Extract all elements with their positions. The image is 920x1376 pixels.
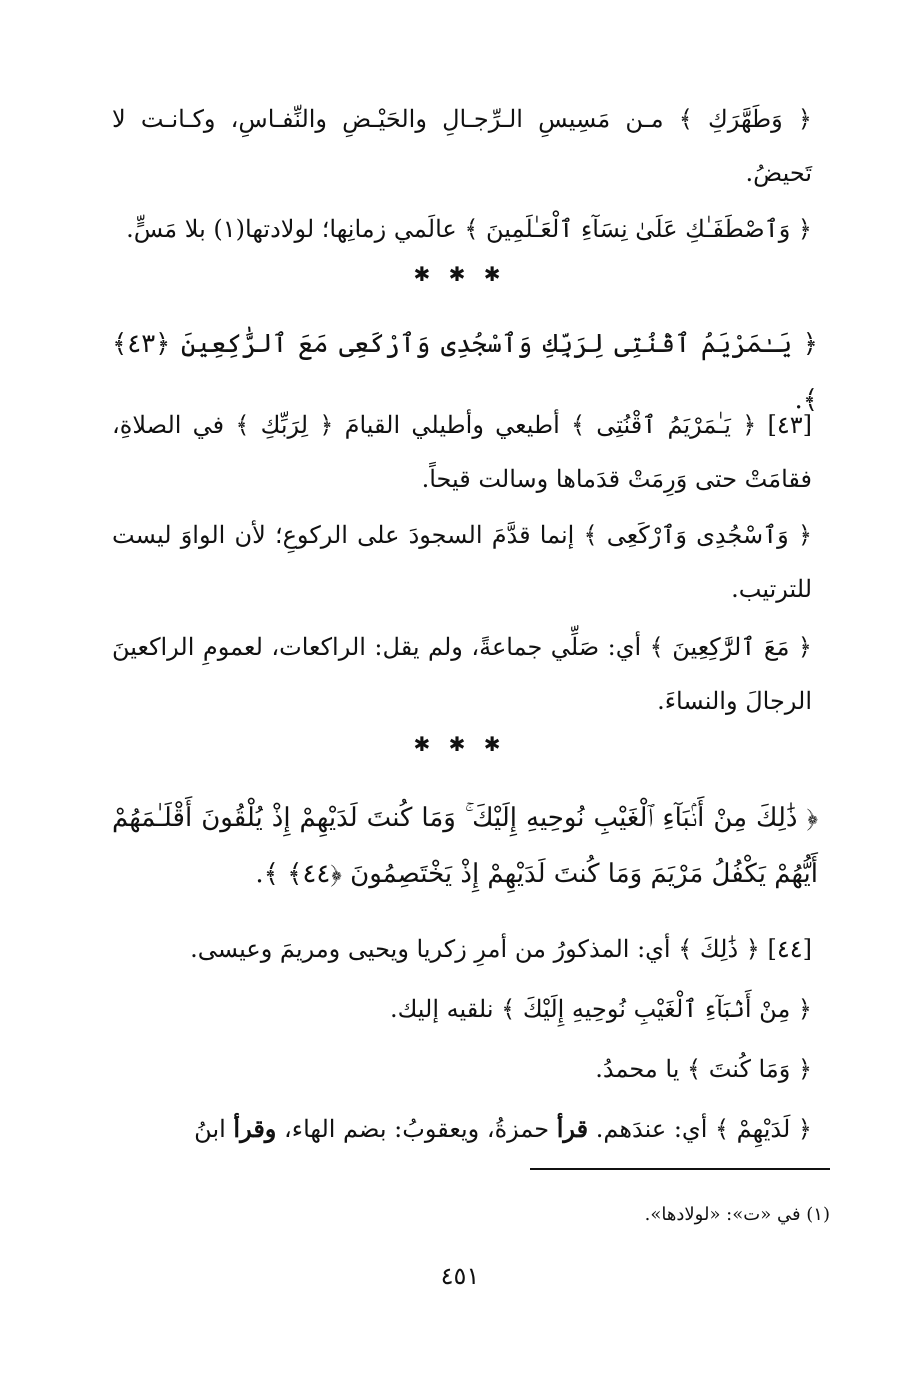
paragraph-verse-43-commentary: [٤٣] ﴿ يَـٰمَرْيَمُ ٱقْنُتِى ﴾ أطيعي وأطيلي القيامَ ﴿ لِرَبِّكِ ﴾ في الصلاةِ، فقامَتْ حتى وَرِمَتْ قدَماها وسالت قيحاً.: [112, 411, 812, 493]
footnote-1: (١) في «ت»: «لولادها».: [644, 1204, 830, 1225]
readings-bold-1: قرأ: [556, 1114, 589, 1143]
paragraph-purification: ﴿ وَطَهَّرَكِ ﴾ مـن مَسِيسِ الـرِّجـالِ والحَيْـضِ والنِّفـاسِ، وكـانـت لا تَحيضُ.: [112, 105, 812, 187]
readings-bold-2: وقرأ: [233, 1114, 277, 1143]
footnote-divider: [530, 1168, 830, 1170]
paragraph-news-of-unseen: ﴿ مِنْ أَنۢبَآءِ ٱلْغَيْبِ نُوحِيهِ إِلَيْكَ ﴾ نلقيه إليك.: [389, 995, 812, 1023]
paragraph-chosen: ﴿ وَٱصْطَفَـٰكِ عَلَىٰ نِسَآءِ ٱلْعَـٰلَمِينَ ﴾ عالَمي زمانِها؛ لولادتها(١) بلا مَسٍّ.: [126, 215, 812, 243]
readings-text-2: حمزةُ، ويعقوبُ: بضم الهاء،: [276, 1115, 557, 1143]
paragraph-prostrate-bow: ﴿ وَٱسْجُدِى وَٱرْكَعِى ﴾ إنما قدَّمَ السجودَ على الركوعِ؛ لأن الواوَ ليست للترتيب.: [112, 521, 813, 603]
quran-verse-43: ﴿ يَـٰمَرْيَمُ ٱقْنُتِى لِرَبِّكِ وَٱسْجُدِى وَٱرْكَعِى مَعَ ٱلرَّٰكِعِينَ ﴿٤٣﴾ ﴾.: [112, 329, 818, 415]
paragraph-verse-44-commentary: [٤٤] ﴿ ذَٰلِكَ ﴾ أي: المذكورُ من أمرِ زكريا ويحيى ومريمَ وعيسى.: [190, 935, 812, 963]
page-number: ٤٥١: [440, 1262, 480, 1290]
section-separator-1: ✱ ✱ ✱: [413, 262, 507, 286]
section-separator-2: ✱ ✱ ✱: [413, 732, 507, 756]
quran-verse-44: ﴿ ذَٰلِكَ مِنْ أَنۢبَآءِ ٱلْغَيْبِ نُوحِيهِ إِلَيْكَ ۚ وَمَا كُنتَ لَدَيْهِمْ إِذْ يُلْقُونَ أَقْلَـٰمَهُمْ أَيُّهُمْ يَكْفُلُ مَرْيَمَ وَمَا كُنتَ لَدَيْهِمْ إِذْ يَخْتَصِمُونَ ﴿٤٤﴾ ﴾.: [112, 803, 818, 889]
readings-text-3: ابنُ: [194, 1115, 234, 1143]
paragraph-with-those-who-bow: ﴿ مَعَ ٱلرَّٰكِعِينَ ﴾ أي: صَلِّي جماعةً، ولم يقل: الراكعات، لعمومِ الراكعينَ الرجالَ والنساءَ.: [112, 633, 812, 715]
readings-text-1: ﴿ لَدَيْهِمْ ﴾ أي: عندَهم.: [588, 1115, 812, 1143]
paragraph-readings: [112, 1102, 812, 1156]
paragraph-you-were-not: ﴿ وَمَا كُنتَ ﴾ يا محمدُ.: [595, 1055, 812, 1083]
